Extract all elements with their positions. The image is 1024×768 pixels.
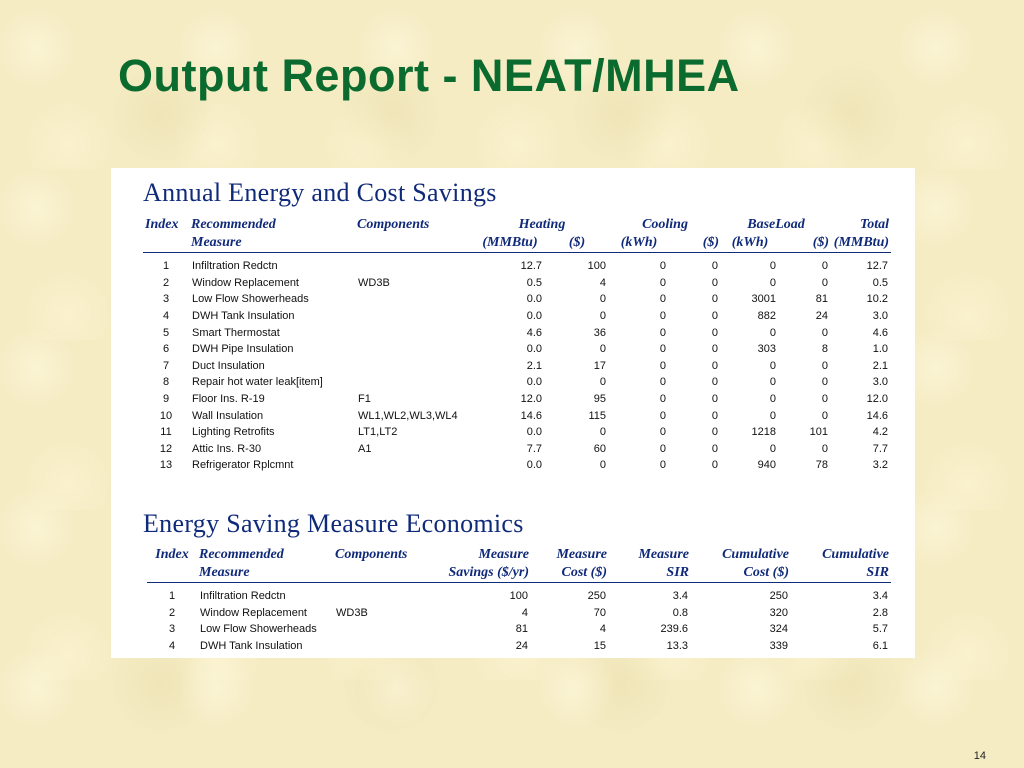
- cell-savings: 100: [509, 590, 528, 603]
- cell-baseload-kwh: 1218: [751, 426, 777, 439]
- cell-components: [355, 253, 475, 275]
- cell-heating-cost: 4: [599, 276, 607, 289]
- col-header-cooling: Cooling: [642, 217, 688, 232]
- cell-cooling-kwh: 0: [659, 293, 667, 306]
- cell-baseload-cost: 0: [821, 276, 829, 289]
- economics-table-row: [147, 583, 891, 605]
- cell-cooling-kwh: 0: [659, 343, 667, 356]
- cell-baseload-kwh: 0: [769, 442, 777, 455]
- cell-heating-cost: 0: [599, 459, 607, 472]
- annual-table-row: [143, 457, 891, 474]
- cell-index: 1: [168, 590, 176, 603]
- cell-cum-sir: 5.7: [872, 623, 888, 636]
- cell-cooling-kwh: 0: [659, 376, 667, 389]
- econ-header-savings: Measure: [478, 547, 529, 562]
- cell-measure: DWH Pipe Insulation: [192, 343, 294, 356]
- cell-cooling-cost: 0: [711, 310, 719, 323]
- cell-index: 5: [162, 326, 170, 339]
- econ-header-cost-2: Cost ($): [531, 564, 609, 583]
- page-number: 14: [973, 750, 986, 762]
- cell-cooling-kwh: 0: [659, 310, 667, 323]
- annual-table-row: [143, 441, 891, 458]
- cell-cum-sir: 6.1: [872, 640, 888, 653]
- cell-measure: Smart Thermostat: [192, 326, 280, 339]
- cell-baseload-cost: 24: [815, 310, 829, 323]
- cell-components: [355, 457, 475, 474]
- cell-total: 4.6: [872, 326, 889, 339]
- economics-header-row-1: [147, 546, 891, 564]
- cell-components: [333, 583, 435, 605]
- cell-measure: Duct Insulation: [192, 359, 265, 372]
- cell-cooling-cost: 0: [711, 326, 719, 339]
- cell-cum-cost: 320: [769, 606, 788, 619]
- cell-index: 4: [168, 640, 176, 653]
- cell-heating-mmbtu: 0.0: [526, 343, 542, 356]
- cell-cum-cost: 250: [769, 590, 788, 603]
- economics-table-row: [147, 638, 891, 655]
- cell-cum-sir: 3.4: [872, 590, 888, 603]
- cell-heating-cost: 0: [599, 293, 607, 306]
- cell-index: 11: [160, 426, 172, 439]
- cell-heating-mmbtu: 0.0: [526, 376, 542, 389]
- col-header-total-mmbtu: (MMBtu): [831, 234, 891, 253]
- cell-measure: Infiltration Redctn: [192, 260, 278, 273]
- cell-heating-mmbtu: 7.7: [526, 442, 542, 455]
- annual-table-row: [143, 308, 891, 325]
- cell-index: 3: [168, 623, 176, 636]
- cell-cooling-cost: 0: [711, 426, 719, 439]
- cell-heating-cost: 100: [587, 260, 607, 273]
- econ-header-sir: Measure: [638, 547, 689, 562]
- cell-heating-cost: 115: [588, 409, 607, 422]
- cell-baseload-cost: 0: [821, 442, 829, 455]
- cell-heating-mmbtu: 12.0: [520, 393, 542, 406]
- cell-heating-mmbtu: 12.7: [520, 260, 542, 273]
- cell-cooling-cost: 0: [711, 343, 719, 356]
- cell-total: 3.0: [872, 376, 889, 389]
- cell-cooling-cost: 0: [711, 359, 719, 372]
- cell-baseload-kwh: 0: [769, 276, 777, 289]
- cell-baseload-cost: 0: [821, 359, 829, 372]
- col-header-heating-cost: ($): [545, 234, 609, 253]
- cell-measure: DWH Tank Insulation: [192, 310, 295, 323]
- annual-savings-title: Annual Energy and Cost Savings: [143, 178, 497, 207]
- cell-heating-mmbtu: 0.5: [526, 276, 542, 289]
- cell-heating-cost: 0: [599, 376, 607, 389]
- econ-header-components: Components: [335, 547, 408, 562]
- cell-components: [355, 324, 475, 341]
- cell-components: [333, 638, 435, 655]
- cell-index: 2: [162, 276, 170, 289]
- cell-components: [355, 374, 475, 391]
- cell-cooling-kwh: 0: [659, 409, 667, 422]
- econ-header-cum-cost: Cumulative: [722, 547, 789, 562]
- cell-baseload-cost: 8: [821, 343, 829, 356]
- cell-sir: 239.6: [660, 623, 688, 636]
- cell-total: 12.0: [866, 393, 889, 406]
- annual-table-row: [143, 324, 891, 341]
- cell-heating-cost: 0: [599, 426, 607, 439]
- cell-index: 8: [162, 376, 170, 389]
- cell-cooling-kwh: 0: [659, 359, 667, 372]
- annual-table-row: [143, 358, 891, 375]
- col-header-total: Total: [859, 217, 890, 232]
- econ-header-measure-2: Measure: [197, 564, 333, 583]
- cell-cum-sir: 2.8: [872, 606, 888, 619]
- col-header-baseload-cost: ($): [779, 234, 831, 253]
- cell-measure: Repair hot water leak[item]: [192, 376, 323, 389]
- cell-index: 12: [159, 442, 173, 455]
- cell-components: F1: [358, 393, 371, 406]
- annual-table-row: [143, 374, 891, 391]
- cell-baseload-cost: 0: [821, 326, 829, 339]
- econ-header-cum-sir: Cumulative: [822, 547, 889, 562]
- col-header-baseload: BaseLoad: [747, 217, 805, 232]
- cell-total: 3.0: [872, 310, 889, 323]
- cell-heating-mmbtu: 2.1: [526, 359, 542, 372]
- cell-cooling-kwh: 0: [659, 393, 667, 406]
- cell-baseload-kwh: 0: [769, 376, 777, 389]
- cell-cooling-kwh: 0: [659, 459, 667, 472]
- cell-total: 4.2: [872, 426, 889, 439]
- cell-measure: Floor Ins. R-19: [192, 393, 265, 406]
- cell-baseload-cost: 101: [809, 426, 829, 439]
- cell-measure: Infiltration Redctn: [200, 590, 286, 603]
- cell-baseload-cost: 0: [821, 409, 829, 422]
- cell-total: 12.7: [866, 260, 889, 273]
- cell-components: [355, 291, 475, 308]
- annual-header-row-1: [143, 216, 891, 234]
- cell-baseload-cost: 78: [815, 459, 829, 472]
- cell-index: 9: [162, 393, 170, 406]
- col-header-heating: Heating: [518, 217, 566, 232]
- cell-sir: 0.8: [672, 606, 688, 619]
- cell-cooling-cost: 0: [711, 409, 719, 422]
- cell-cooling-kwh: 0: [659, 326, 667, 339]
- cell-baseload-kwh: 0: [769, 409, 777, 422]
- economics-table-row: [147, 605, 891, 622]
- col-header-index: Index: [145, 217, 179, 232]
- cell-baseload-kwh: 882: [757, 310, 777, 323]
- cell-measure: DWH Tank Insulation: [200, 640, 303, 653]
- cell-index: 6: [162, 343, 170, 356]
- econ-header-sir-2: SIR: [609, 564, 691, 583]
- cell-heating-mmbtu: 14.6: [520, 409, 542, 422]
- annual-table-row: [143, 341, 891, 358]
- cell-total: 0.5: [872, 276, 889, 289]
- col-header-measure: Recommended: [191, 217, 276, 232]
- cell-total: 1.0: [872, 343, 889, 356]
- cell-measure: Wall Insulation: [192, 409, 264, 422]
- cell-baseload-kwh: 303: [757, 343, 777, 356]
- cell-heating-mmbtu: 4.6: [526, 326, 542, 339]
- econ-header-savings-2: Savings ($/yr): [435, 564, 531, 583]
- cell-index: 4: [162, 310, 170, 323]
- col-header-components: Components: [357, 217, 430, 232]
- cell-baseload-cost: 0: [821, 376, 829, 389]
- annual-table-row: [143, 253, 891, 275]
- cell-measure: Lighting Retrofits: [192, 426, 275, 439]
- cell-baseload-cost: 0: [821, 393, 829, 406]
- economics-title: Energy Saving Measure Economics: [143, 509, 524, 538]
- cell-components: [333, 621, 435, 638]
- cell-sir: 13.3: [666, 640, 688, 653]
- cell-index: 10: [159, 409, 173, 422]
- cell-heating-cost: 60: [593, 442, 607, 455]
- cell-cooling-cost: 0: [711, 393, 719, 406]
- col-header-cooling-cost: ($): [669, 234, 721, 253]
- cell-measure: Window Replacement: [192, 276, 299, 289]
- cell-cost: 15: [593, 640, 606, 653]
- slide-title: Output Report - NEAT/MHEA: [118, 50, 740, 101]
- cell-index: 13: [159, 459, 173, 472]
- cell-total: 10.2: [866, 293, 889, 306]
- cell-total: 3.2: [872, 459, 889, 472]
- econ-header-index: Index: [155, 547, 189, 562]
- cell-measure: Window Replacement: [200, 606, 307, 619]
- cell-heating-cost: 17: [593, 359, 607, 372]
- cell-baseload-kwh: 0: [769, 260, 777, 273]
- annual-table-row: [143, 407, 891, 424]
- cell-sir: 3.4: [672, 590, 688, 603]
- cell-cum-cost: 324: [769, 623, 788, 636]
- annual-header-row-2: [143, 234, 891, 253]
- cell-components: A1: [358, 442, 372, 455]
- cell-baseload-cost: 0: [821, 260, 829, 273]
- cell-savings: 24: [515, 640, 528, 653]
- econ-header-cost: Measure: [556, 547, 607, 562]
- cell-baseload-kwh: 0: [769, 393, 777, 406]
- col-header-baseload-kwh: (kWh): [721, 234, 779, 253]
- cell-measure: Attic Ins. R-30: [192, 442, 262, 455]
- cell-heating-cost: 0: [599, 310, 607, 323]
- cell-cum-cost: 339: [769, 640, 788, 653]
- col-header-heating-mmbtu: (MMBtu): [475, 234, 545, 253]
- cell-cooling-kwh: 0: [659, 276, 667, 289]
- cell-heating-mmbtu: 0.0: [526, 426, 542, 439]
- cell-heating-mmbtu: 0.0: [526, 293, 542, 306]
- cell-savings: 4: [521, 606, 528, 619]
- cell-cooling-kwh: 0: [659, 260, 667, 273]
- cell-cooling-cost: 0: [711, 376, 719, 389]
- cell-index: 2: [168, 606, 176, 619]
- cell-cost: 4: [599, 623, 606, 636]
- econ-header-cum-cost-2: Cost ($): [691, 564, 791, 583]
- econ-header-measure: Recommended: [199, 547, 284, 562]
- col-header-cooling-kwh: (kWh): [609, 234, 669, 253]
- cell-cooling-cost: 0: [711, 442, 719, 455]
- cell-measure: Low Flow Showerheads: [192, 293, 309, 306]
- annual-table-row: [143, 291, 891, 308]
- economics-header-row-2: [147, 564, 891, 583]
- cell-cooling-cost: 0: [711, 293, 719, 306]
- cell-components: [355, 308, 475, 325]
- cell-total: 2.1: [872, 359, 889, 372]
- cell-measure: Refrigerator Rplcmnt: [192, 459, 294, 472]
- cell-heating-mmbtu: 0.0: [526, 310, 542, 323]
- cell-index: 7: [162, 359, 170, 372]
- cell-baseload-kwh: 940: [757, 459, 777, 472]
- cell-baseload-kwh: 3001: [751, 293, 777, 306]
- economics-table: [147, 546, 891, 654]
- cell-components: WL1,WL2,WL3,WL4: [358, 409, 458, 422]
- report-panel: [111, 168, 915, 658]
- cell-components: [355, 341, 475, 358]
- cell-total: 14.6: [866, 409, 889, 422]
- cell-components: LT1,LT2: [358, 426, 398, 439]
- annual-table-row: [143, 424, 891, 441]
- cell-heating-cost: 36: [593, 326, 607, 339]
- annual-table-row: [143, 275, 891, 292]
- cell-cooling-cost: 0: [711, 459, 719, 472]
- cell-index: 1: [162, 260, 170, 273]
- econ-header-cum-sir-2: SIR: [791, 564, 891, 583]
- cell-cost: 70: [593, 606, 606, 619]
- cell-baseload-kwh: 0: [769, 326, 777, 339]
- annual-savings-table: [143, 216, 891, 474]
- economics-table-row: [147, 621, 891, 638]
- cell-cost: 250: [587, 590, 606, 603]
- cell-cooling-kwh: 0: [659, 442, 667, 455]
- cell-cooling-cost: 0: [711, 260, 719, 273]
- cell-heating-cost: 0: [599, 343, 607, 356]
- cell-baseload-kwh: 0: [769, 359, 777, 372]
- cell-savings: 81: [515, 623, 528, 636]
- cell-components: WD3B: [358, 276, 390, 289]
- cell-cooling-cost: 0: [711, 276, 719, 289]
- col-header-measure-2: Measure: [189, 234, 355, 253]
- cell-heating-mmbtu: 0.0: [526, 459, 542, 472]
- annual-table-row: [143, 391, 891, 408]
- cell-cooling-kwh: 0: [659, 426, 667, 439]
- cell-measure: Low Flow Showerheads: [200, 623, 317, 636]
- cell-baseload-cost: 81: [815, 293, 829, 306]
- cell-total: 7.7: [872, 442, 889, 455]
- cell-heating-cost: 95: [593, 393, 607, 406]
- cell-index: 3: [162, 293, 170, 306]
- cell-components: [355, 358, 475, 375]
- cell-components: WD3B: [336, 606, 368, 619]
